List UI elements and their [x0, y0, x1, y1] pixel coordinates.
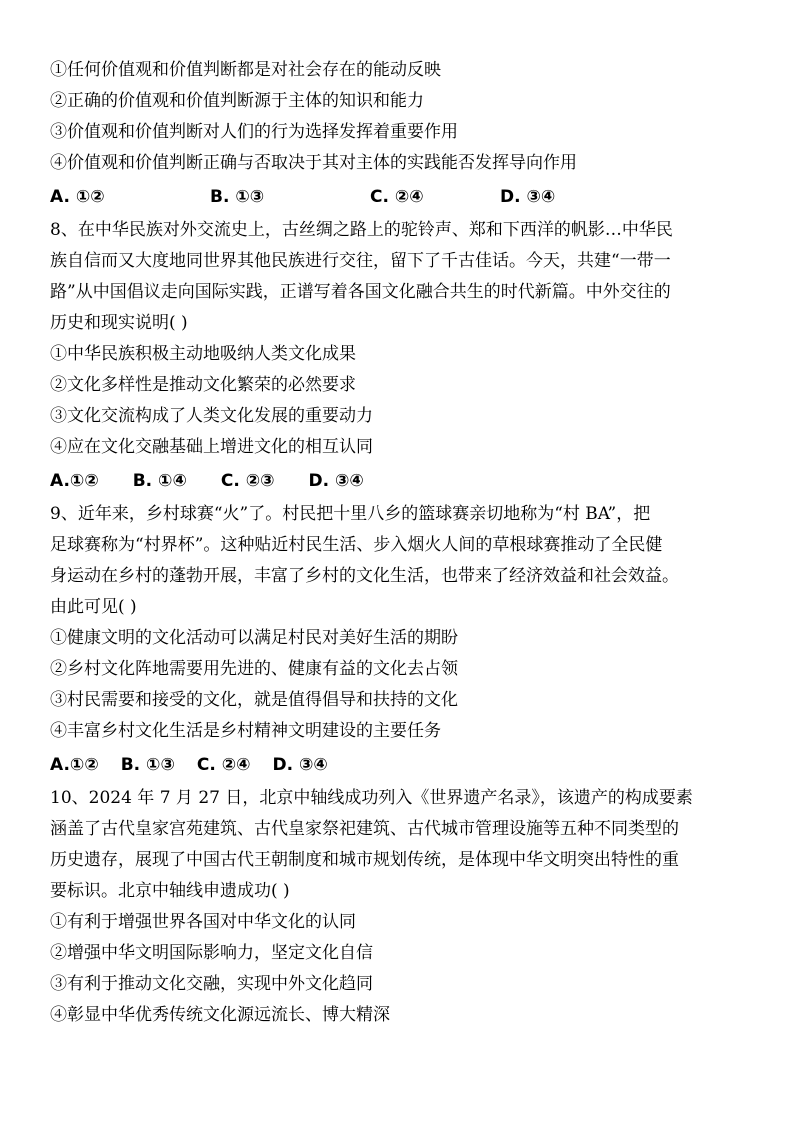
q8-stem-line-2: 族自信而又大度地同世界其他民族进行交往，留下了千古佳话。今天，共建“一带一	[50, 251, 671, 271]
q7-statement-2: ②正确的价值观和价值判断源于主体的知识和能力	[50, 91, 424, 111]
q8-option-a: A.①②	[50, 471, 99, 491]
q10-stem-line-2: 涵盖了古代皇家宫苑建筑、古代皇家祭祀建筑、古代城市管理设施等五种不同类型的	[50, 819, 679, 839]
q9-option-b: B. ①③	[120, 755, 175, 775]
q9-option-c: C. ②④	[196, 755, 251, 775]
q8-statement-1: ①中华民族积极主动地吸纳人类文化成果	[50, 344, 356, 364]
q7-statement-4: ④价值观和价值判断正确与否取决于其对主体的实践能否发挥导向作用	[50, 153, 577, 173]
q8-options	[50, 466, 760, 497]
question-10	[50, 783, 760, 1031]
q9-stem-line-2: 足球赛称为“村界杯”。这种贴近村民生活、步入烟火人间的草根球赛推动了全民健	[50, 535, 663, 555]
q9-statement-1: ①健康文明的文化活动可以满足村民对美好生活的期盼	[50, 628, 458, 648]
q8-stem-line-4: 历史和现实说明( )	[50, 313, 188, 333]
q10-statement-3: ③有利于推动文化交融，实现中外文化趋同	[50, 974, 373, 994]
q8-option-b: B. ①④	[132, 471, 187, 491]
q9-statement-4: ④丰富乡村文化生活是乡村精神文明建设的主要任务	[50, 721, 441, 741]
q8-option-c: C. ②③	[220, 471, 275, 491]
q8-stem-line-3: 路”从中国倡议走向国际实践，正谱写着各国文化融合共生的时代新篇。中外交往的	[50, 282, 671, 302]
q9-statement-2: ②乡村文化阵地需要用先进的、健康有益的文化去占领	[50, 659, 458, 679]
q7-statement-3: ③价值观和价值判断对人们的行为选择发挥着重要作用	[50, 122, 458, 142]
q9-stem-line-3: 身运动在乡村的蓬勃开展，丰富了乡村的文化生活，也带来了经济效益和社会效益。	[50, 566, 679, 586]
q7-options	[50, 182, 760, 213]
q9-options	[50, 750, 760, 781]
exam-page	[50, 55, 760, 1031]
q9-stem-line-1: 9、近年来，乡村球赛“火”了。村民把十里八乡的篮球赛亲切地称为“村 BA”，把	[50, 504, 651, 524]
q10-stem-line-3: 历史遗存，展现了中国古代王朝制度和城市规划传统，是体现中华文明突出特性的重	[50, 850, 679, 870]
q7-option-c: C. ②④	[370, 187, 424, 207]
q9-option-d: D. ③④	[272, 755, 328, 775]
question-8	[50, 215, 760, 497]
q10-statement-4: ④彰显中华优秀传统文化源远流长、博大精深	[50, 1005, 390, 1025]
question-9	[50, 499, 760, 781]
q10-stem-line-1: 10、2024 年 7 月 27 日，北京中轴线成功列入《世界遗产名录》，该遗产的构成要素	[50, 788, 693, 808]
q8-statement-3: ③文化交流构成了人类文化发展的重要动力	[50, 406, 373, 426]
question-7	[50, 55, 760, 213]
q8-stem-line-1: 8、在中华民族对外交流史上，古丝绸之路上的驼铃声、郑和下西洋的帆影…中华民	[50, 220, 673, 240]
q10-stem-line-4: 要标识。北京中轴线申遗成功( )	[50, 881, 290, 901]
q9-stem-line-4: 由此可见( )	[50, 597, 137, 617]
q8-option-d: D. ③④	[308, 471, 364, 491]
q10-statement-1: ①有利于增强世界各国对中华文化的认同	[50, 912, 356, 932]
q9-statement-3: ③村民需要和接受的文化，就是值得倡导和扶持的文化	[50, 690, 458, 710]
q9-option-a: A.①②	[50, 755, 99, 775]
q7-option-d: D. ③④	[500, 187, 556, 207]
q7-option-b: B. ①③	[210, 187, 265, 207]
q8-statement-4: ④应在文化交融基础上增进文化的相互认同	[50, 437, 373, 457]
q10-statement-2: ②增强中华文明国际影响力，坚定文化自信	[50, 943, 373, 963]
q7-statement-1: ①任何价值观和价值判断都是对社会存在的能动反映	[50, 60, 441, 80]
q7-option-a: A. ①②	[50, 187, 105, 207]
q8-statement-2: ②文化多样性是推动文化繁荣的必然要求	[50, 375, 356, 395]
